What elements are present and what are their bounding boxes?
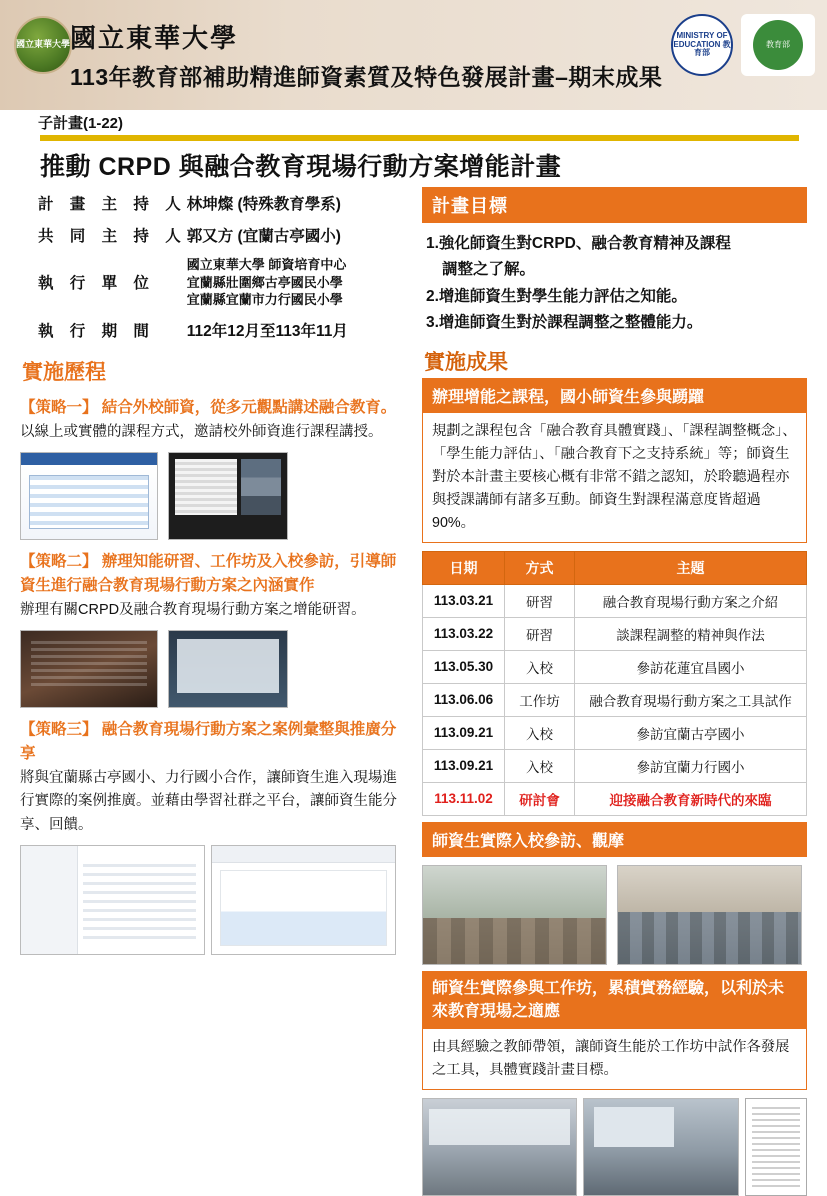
result-band-2: 師資生實際入校參訪、觀摩 — [422, 822, 807, 857]
strategy-2-body: 辦理有關CRPD及融合教育現場行動方案之增能研習。 — [20, 601, 366, 618]
schedule-header-date: 日期 — [423, 551, 505, 584]
photo-discussion-board — [211, 845, 396, 955]
project-info-table — [38, 187, 426, 346]
info-label-period: 執 行 期 間 — [38, 322, 155, 340]
schedule-date: 113.05.30 — [423, 650, 505, 683]
table-row — [423, 650, 807, 683]
page-header — [0, 0, 827, 110]
schedule-header-topic: 主題 — [575, 551, 807, 584]
info-value-pi: 林坤燦 (特殊教育學系) — [186, 196, 341, 213]
photo-learning-platform — [20, 845, 205, 955]
schedule-mode: 工作坊 — [505, 683, 575, 716]
ministry-tree-text: 教育部 — [753, 20, 803, 70]
ministry-tree-logo-icon — [741, 14, 815, 76]
ministry-seal-text: MINISTRY OF EDUCATION 教育部 — [673, 30, 731, 58]
schedule-date: 113.09.21 — [423, 716, 505, 749]
photo-workshop-room-1 — [422, 1098, 577, 1196]
goal-item-3: 3.增進師資生對於課程調整之整體能力。 — [426, 314, 703, 332]
table-row — [423, 716, 807, 749]
photo-group-visit — [617, 865, 802, 965]
schedule-mode: 研討會 — [505, 782, 575, 815]
visit-photos — [422, 865, 807, 965]
schedule-mode: 入校 — [505, 650, 575, 683]
university-name: 國立東華大學 — [70, 23, 239, 53]
photo-classroom-visit — [422, 865, 607, 965]
unit-line-3: 宜蘭縣宜蘭市力行國民小學 — [186, 292, 343, 308]
schedule-mode: 入校 — [505, 716, 575, 749]
schedule-date: 113.11.02 — [423, 782, 505, 815]
photo-presentation-board — [168, 630, 288, 708]
schedule-topic: 參訪花蓮宜昌國小 — [575, 650, 807, 683]
unit-line-2: 宜蘭縣壯圍鄉古亭國民小學 — [186, 274, 343, 290]
result-band-1: 辦理增能之課程，國小師資生參與踴躍 — [422, 378, 807, 413]
schedule-mode: 研習 — [505, 617, 575, 650]
subplan-label: 子計畫(1-22) — [38, 115, 124, 132]
table-row — [423, 617, 807, 650]
workshop-block — [422, 971, 807, 1196]
strategy-3-photos — [20, 845, 408, 955]
schedule-date: 113.06.06 — [423, 683, 505, 716]
table-row — [38, 251, 426, 314]
photo-online-course-slide — [20, 452, 158, 540]
schedule-topic: 參訪宜蘭力行國小 — [575, 749, 807, 782]
table-row — [423, 683, 807, 716]
table-row — [423, 782, 807, 815]
goal-item-1: 1.強化師資生對CRPD、融合教育精神及課程 — [426, 235, 731, 252]
process-heading: 實施歷程 — [22, 360, 106, 384]
photo-worksheet-document — [745, 1098, 807, 1196]
photo-workshop-session — [20, 630, 158, 708]
strategy-1-title: 【策略一】 結合外校師資，從多元觀點講述融合教育。 — [20, 398, 397, 416]
schedule-date: 113.09.21 — [423, 749, 505, 782]
schedule-header-mode: 方式 — [505, 551, 575, 584]
results-heading: 實施成果 — [424, 351, 508, 375]
header-title-group — [70, 18, 662, 92]
strategy-3-body: 將與宜蘭縣古亭國小、力行國小合作，讓師資生進入現場進行實際的案例推廣。並藉由學習社群之平台，讓師資生能分享、回饋。 — [20, 769, 397, 833]
table-row — [423, 584, 807, 617]
schedule-date: 113.03.22 — [423, 617, 505, 650]
schedule-table — [422, 551, 807, 816]
info-value-period: 112年12月至113年11月 — [186, 322, 348, 340]
goals-list — [422, 223, 807, 340]
schedule-mode: 研習 — [505, 584, 575, 617]
university-logo-text: 國立東華大學 — [16, 39, 71, 50]
info-value-copi: 郭又方 (宜蘭古亭國小) — [186, 228, 341, 245]
left-column — [20, 187, 408, 1196]
goals-heading: 計畫目標 — [422, 187, 807, 223]
strategy-2-title: 【策略二】 辦理知能研習、工作坊及入校參訪，引導師資生進行融合教育現場行動方案之內涵實作 — [20, 553, 397, 594]
schedule-topic: 融合教育現場行動方案之工具試作 — [575, 683, 807, 716]
right-column — [422, 187, 807, 1196]
page-title: 推動 CRPD 與融合教育現場行動方案增能計畫 — [40, 153, 562, 181]
table-row — [423, 749, 807, 782]
goal-item-2: 2.增進師資生對學生能力評估之知能。 — [426, 287, 687, 305]
table-header-row — [423, 551, 807, 584]
result-para-3: 由具經驗之教師帶領，讓師資生能於工作坊中試作各發展之工具，具體實踐計畫目標。 — [422, 1029, 807, 1090]
goal-item-1-cont: 調整之了解。 — [442, 261, 536, 279]
strategy-1-photos — [20, 452, 408, 540]
table-row — [38, 219, 426, 251]
photo-workshop-room-2 — [583, 1098, 738, 1196]
schedule-topic: 談課程調整的精神與作法 — [575, 617, 807, 650]
table-row — [38, 187, 426, 219]
info-value-units — [187, 251, 426, 314]
schedule-date: 113.03.21 — [423, 584, 505, 617]
result-para-1: 規劃之課程包含「融合教育具體實踐」、「課程調整概念」、「學生能力評估」、「融合教育下之支持系統」等；師資生對於本計畫主要核心概有非常不錯之認知，於聆聽過程亦與授課講師有諸多互動。師資生對課程滿意度皆超過90%。 — [422, 413, 807, 542]
schedule-mode: 入校 — [505, 749, 575, 782]
project-header-title: 113年教育部補助精進師資素質及特色發展計畫–期末成果 — [70, 64, 663, 90]
info-label-copi: 共 同 主 持 人 — [38, 228, 187, 245]
strategy-2-photos — [20, 630, 408, 708]
strategy-1-body: 以線上或實體的課程方式，邀請校外師資進行課程講授。 — [20, 423, 383, 440]
visit-block — [422, 822, 807, 965]
photo-video-meeting — [168, 452, 288, 540]
info-label-pi: 計 畫 主 持 人 — [38, 196, 187, 213]
result-band-3: 師資生實際參與工作坊，累積實務經驗，以利於未來教育現場之適應 — [422, 971, 807, 1029]
ministry-logos — [671, 14, 815, 76]
strategy-3-title: 【策略三】 融合教育現場行動方案之案例彙整與推廣分享 — [20, 721, 397, 762]
table-row — [38, 314, 426, 346]
content-columns — [0, 187, 827, 1196]
workshop-photos — [422, 1098, 807, 1196]
schedule-topic: 參訪宜蘭古亭國小 — [575, 716, 807, 749]
info-label-units: 執 行 單 位 — [38, 275, 155, 293]
schedule-topic: 迎接融合教育新時代的來臨 — [575, 782, 807, 815]
schedule-topic: 融合教育現場行動方案之介紹 — [575, 584, 807, 617]
university-logo-icon — [14, 16, 72, 74]
unit-line-1: 國立東華大學 師資培育中心 — [186, 257, 347, 272]
ministry-seal-icon — [671, 14, 733, 76]
